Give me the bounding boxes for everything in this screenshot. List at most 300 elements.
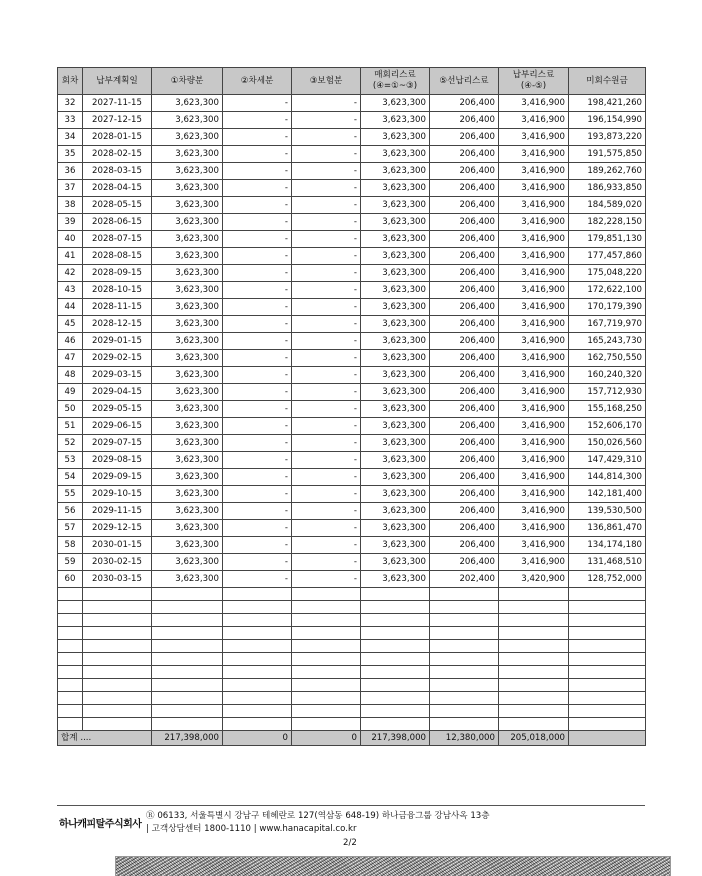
empty-cell (499, 640, 569, 653)
cell-outstanding-principal: 157,712,930 (569, 384, 646, 401)
empty-cell (83, 679, 152, 692)
empty-cell (83, 653, 152, 666)
table-row (58, 537, 646, 554)
table-row (58, 554, 646, 571)
empty-cell (292, 588, 361, 601)
table-row (58, 180, 646, 197)
cell-lease-fee: 3,623,300 (361, 163, 430, 180)
header-insurance-portion: ③보험분 (292, 68, 361, 95)
cell-prepaid-lease-fee: 206,400 (430, 95, 499, 112)
empty-cell (83, 627, 152, 640)
totals-vehicle-tax-portion: 0 (223, 731, 292, 746)
table-row (58, 129, 646, 146)
empty-cell (569, 588, 646, 601)
empty-cell (223, 705, 292, 718)
cell-payable-lease-fee: 3,416,900 (499, 282, 569, 299)
cell-outstanding-principal: 170,179,390 (569, 299, 646, 316)
cell-payable-lease-fee: 3,416,900 (499, 214, 569, 231)
empty-table-row (58, 718, 646, 731)
cell-vehicle-portion: 3,623,300 (152, 282, 223, 299)
empty-cell (361, 627, 430, 640)
empty-cell (430, 705, 499, 718)
cell-vehicle-tax-portion: - (223, 350, 292, 367)
header-outstanding-principal: 미회수원금 (569, 68, 646, 95)
cell-outstanding-principal: 136,861,470 (569, 520, 646, 537)
empty-cell (223, 601, 292, 614)
cell-vehicle-portion: 3,623,300 (152, 248, 223, 265)
cell-vehicle-portion: 3,623,300 (152, 435, 223, 452)
empty-cell (430, 653, 499, 666)
table-row (58, 401, 646, 418)
cell-outstanding-principal: 167,719,970 (569, 316, 646, 333)
empty-cell (292, 666, 361, 679)
cell-payment-date: 2029-01-15 (83, 333, 152, 350)
cell-outstanding-principal: 144,814,300 (569, 469, 646, 486)
cell-outstanding-principal: 196,154,990 (569, 112, 646, 129)
empty-cell (430, 666, 499, 679)
cell-vehicle-portion: 3,623,300 (152, 367, 223, 384)
empty-cell (430, 718, 499, 731)
cell-lease-fee: 3,623,300 (361, 520, 430, 537)
cell-lease-fee: 3,623,300 (361, 367, 430, 384)
cell-vehicle-portion: 3,623,300 (152, 537, 223, 554)
empty-cell (152, 588, 223, 601)
empty-table-row (58, 705, 646, 718)
cell-vehicle-portion: 3,623,300 (152, 112, 223, 129)
empty-table-row (58, 601, 646, 614)
empty-cell (499, 718, 569, 731)
empty-cell (569, 653, 646, 666)
empty-cell (499, 653, 569, 666)
cell-prepaid-lease-fee: 206,400 (430, 333, 499, 350)
cell-lease-fee: 3,623,300 (361, 384, 430, 401)
cell-vehicle-portion: 3,623,300 (152, 316, 223, 333)
empty-cell (292, 601, 361, 614)
cell-lease-fee: 3,623,300 (361, 231, 430, 248)
empty-cell (499, 601, 569, 614)
empty-cell (292, 692, 361, 705)
table-row (58, 316, 646, 333)
header-payment-date: 납부계획일 (83, 68, 152, 95)
table-row (58, 163, 646, 180)
cell-outstanding-principal: 191,575,850 (569, 146, 646, 163)
cell-payment-date: 2028-04-15 (83, 180, 152, 197)
table-row (58, 95, 646, 112)
cell-insurance-portion: - (292, 248, 361, 265)
cell-installment-no: 37 (58, 180, 83, 197)
empty-table-row (58, 614, 646, 627)
cell-payment-date: 2029-07-15 (83, 435, 152, 452)
lease-payment-schedule-table (57, 67, 646, 746)
empty-cell (152, 705, 223, 718)
cell-insurance-portion: - (292, 112, 361, 129)
cell-prepaid-lease-fee: 206,400 (430, 554, 499, 571)
cell-vehicle-tax-portion: - (223, 367, 292, 384)
table-row (58, 486, 646, 503)
cell-insurance-portion: - (292, 265, 361, 282)
cell-installment-no: 39 (58, 214, 83, 231)
empty-table-row (58, 640, 646, 653)
cell-outstanding-principal: 162,750,550 (569, 350, 646, 367)
cell-prepaid-lease-fee: 206,400 (430, 316, 499, 333)
company-logo-text: 하나캐피탈주식회사 (59, 819, 142, 830)
table-row (58, 231, 646, 248)
cell-vehicle-portion: 3,623,300 (152, 129, 223, 146)
cell-prepaid-lease-fee: 206,400 (430, 265, 499, 282)
cell-vehicle-portion: 3,623,300 (152, 197, 223, 214)
cell-installment-no: 60 (58, 571, 83, 588)
cell-payable-lease-fee: 3,416,900 (499, 333, 569, 350)
cell-insurance-portion: - (292, 520, 361, 537)
empty-cell (569, 614, 646, 627)
cell-installment-no: 38 (58, 197, 83, 214)
cell-payment-date: 2028-05-15 (83, 197, 152, 214)
empty-table-row (58, 627, 646, 640)
cell-vehicle-tax-portion: - (223, 282, 292, 299)
cell-prepaid-lease-fee: 206,400 (430, 146, 499, 163)
cell-payment-date: 2028-07-15 (83, 231, 152, 248)
empty-cell (499, 588, 569, 601)
empty-cell (499, 614, 569, 627)
cell-prepaid-lease-fee: 206,400 (430, 163, 499, 180)
empty-cell (430, 679, 499, 692)
cell-payable-lease-fee: 3,416,900 (499, 452, 569, 469)
cell-payment-date: 2028-02-15 (83, 146, 152, 163)
cell-payable-lease-fee: 3,416,900 (499, 384, 569, 401)
cell-installment-no: 46 (58, 333, 83, 350)
empty-cell (83, 588, 152, 601)
cell-insurance-portion: - (292, 316, 361, 333)
empty-cell (292, 705, 361, 718)
cell-vehicle-tax-portion: - (223, 571, 292, 588)
cell-prepaid-lease-fee: 206,400 (430, 299, 499, 316)
cell-outstanding-principal: 172,622,100 (569, 282, 646, 299)
cell-vehicle-portion: 3,623,300 (152, 571, 223, 588)
cell-vehicle-portion: 3,623,300 (152, 418, 223, 435)
cell-vehicle-tax-portion: - (223, 95, 292, 112)
header-lease-fee-line1: 매회리스료 (374, 70, 416, 80)
cell-lease-fee: 3,623,300 (361, 95, 430, 112)
empty-cell (569, 627, 646, 640)
cell-lease-fee: 3,623,300 (361, 350, 430, 367)
cell-insurance-portion: - (292, 163, 361, 180)
table-row (58, 265, 646, 282)
empty-cell (223, 588, 292, 601)
cell-payable-lease-fee: 3,416,900 (499, 418, 569, 435)
cell-vehicle-portion: 3,623,300 (152, 503, 223, 520)
empty-cell (83, 601, 152, 614)
empty-cell (152, 601, 223, 614)
table-row (58, 503, 646, 520)
cell-prepaid-lease-fee: 206,400 (430, 486, 499, 503)
empty-cell (83, 640, 152, 653)
cell-payment-date: 2029-03-15 (83, 367, 152, 384)
cell-payment-date: 2028-12-15 (83, 316, 152, 333)
customer-center-contact: | 고객상담센터 1800-1110 | www.hanacapital.co.kr (146, 824, 357, 834)
empty-table-row (58, 692, 646, 705)
cell-insurance-portion: - (292, 180, 361, 197)
cell-insurance-portion: - (292, 214, 361, 231)
header-payable-lease-fee (499, 68, 569, 95)
cell-payment-date: 2029-09-15 (83, 469, 152, 486)
cell-insurance-portion: - (292, 571, 361, 588)
cell-installment-no: 47 (58, 350, 83, 367)
empty-cell (152, 718, 223, 731)
cell-lease-fee: 3,623,300 (361, 129, 430, 146)
cell-outstanding-principal: 184,589,020 (569, 197, 646, 214)
cell-prepaid-lease-fee: 202,400 (430, 571, 499, 588)
cell-payment-date: 2029-08-15 (83, 452, 152, 469)
cell-insurance-portion: - (292, 129, 361, 146)
cell-insurance-portion: - (292, 537, 361, 554)
cell-payment-date: 2030-01-15 (83, 537, 152, 554)
footer-divider (57, 805, 645, 806)
empty-cell (58, 705, 83, 718)
cell-prepaid-lease-fee: 206,400 (430, 503, 499, 520)
empty-cell (430, 588, 499, 601)
cell-installment-no: 54 (58, 469, 83, 486)
header-payable-line2: (④-⑤) (520, 81, 547, 91)
cell-payment-date: 2028-11-15 (83, 299, 152, 316)
cell-installment-no: 40 (58, 231, 83, 248)
cell-lease-fee: 3,623,300 (361, 333, 430, 350)
table-row (58, 418, 646, 435)
table-row (58, 452, 646, 469)
cell-vehicle-portion: 3,623,300 (152, 180, 223, 197)
cell-installment-no: 41 (58, 248, 83, 265)
cell-vehicle-tax-portion: - (223, 469, 292, 486)
cell-lease-fee: 3,623,300 (361, 214, 430, 231)
cell-payable-lease-fee: 3,416,900 (499, 95, 569, 112)
empty-cell (569, 679, 646, 692)
company-address-block (146, 810, 490, 836)
cell-installment-no: 56 (58, 503, 83, 520)
cell-payable-lease-fee: 3,416,900 (499, 316, 569, 333)
empty-table-row (58, 588, 646, 601)
empty-cell (361, 653, 430, 666)
cell-outstanding-principal: 128,752,000 (569, 571, 646, 588)
cell-prepaid-lease-fee: 206,400 (430, 180, 499, 197)
cell-payable-lease-fee: 3,416,900 (499, 299, 569, 316)
cell-vehicle-tax-portion: - (223, 231, 292, 248)
table-row (58, 520, 646, 537)
cell-payable-lease-fee: 3,416,900 (499, 146, 569, 163)
cell-lease-fee: 3,623,300 (361, 299, 430, 316)
table-row (58, 197, 646, 214)
cell-installment-no: 50 (58, 401, 83, 418)
cell-outstanding-principal: 193,873,220 (569, 129, 646, 146)
cell-insurance-portion: - (292, 299, 361, 316)
cell-payable-lease-fee: 3,416,900 (499, 486, 569, 503)
empty-cell (361, 640, 430, 653)
cell-payable-lease-fee: 3,416,900 (499, 248, 569, 265)
cell-installment-no: 32 (58, 95, 83, 112)
totals-insurance-portion: 0 (292, 731, 361, 746)
cell-insurance-portion: - (292, 384, 361, 401)
cell-vehicle-tax-portion: - (223, 537, 292, 554)
header-prepaid-lease-fee: ⑤선납리스료 (430, 68, 499, 95)
cell-vehicle-portion: 3,623,300 (152, 146, 223, 163)
empty-cell (152, 627, 223, 640)
empty-cell (569, 705, 646, 718)
empty-cell (430, 692, 499, 705)
empty-cell (223, 692, 292, 705)
cell-vehicle-portion: 3,623,300 (152, 299, 223, 316)
empty-cell (361, 666, 430, 679)
cell-vehicle-tax-portion: - (223, 554, 292, 571)
table-row (58, 350, 646, 367)
cell-installment-no: 33 (58, 112, 83, 129)
cell-vehicle-tax-portion: - (223, 435, 292, 452)
cell-lease-fee: 3,623,300 (361, 282, 430, 299)
cell-payable-lease-fee: 3,416,900 (499, 520, 569, 537)
empty-cell (152, 666, 223, 679)
cell-lease-fee: 3,623,300 (361, 503, 430, 520)
cell-outstanding-principal: 165,243,730 (569, 333, 646, 350)
cell-outstanding-principal: 182,228,150 (569, 214, 646, 231)
cell-vehicle-portion: 3,623,300 (152, 163, 223, 180)
cell-vehicle-tax-portion: - (223, 197, 292, 214)
cell-vehicle-portion: 3,623,300 (152, 214, 223, 231)
cell-vehicle-portion: 3,623,300 (152, 95, 223, 112)
cell-vehicle-tax-portion: - (223, 248, 292, 265)
table-row (58, 384, 646, 401)
cell-installment-no: 44 (58, 299, 83, 316)
empty-cell (58, 614, 83, 627)
header-installment-no: 회차 (58, 68, 83, 95)
empty-cell (83, 614, 152, 627)
cell-payment-date: 2030-02-15 (83, 554, 152, 571)
cell-outstanding-principal: 139,530,500 (569, 503, 646, 520)
cell-lease-fee: 3,623,300 (361, 316, 430, 333)
cell-vehicle-portion: 3,623,300 (152, 384, 223, 401)
cell-insurance-portion: - (292, 197, 361, 214)
cell-payment-date: 2028-08-15 (83, 248, 152, 265)
cell-outstanding-principal: 186,933,850 (569, 180, 646, 197)
cell-vehicle-tax-portion: - (223, 316, 292, 333)
empty-cell (152, 653, 223, 666)
table-body (58, 95, 646, 731)
cell-insurance-portion: - (292, 401, 361, 418)
empty-cell (569, 640, 646, 653)
table-row (58, 146, 646, 163)
cell-payment-date: 2029-06-15 (83, 418, 152, 435)
cell-lease-fee: 3,623,300 (361, 469, 430, 486)
empty-cell (223, 653, 292, 666)
empty-cell (361, 692, 430, 705)
cell-lease-fee: 3,623,300 (361, 146, 430, 163)
table-row (58, 299, 646, 316)
cell-prepaid-lease-fee: 206,400 (430, 367, 499, 384)
cell-installment-no: 42 (58, 265, 83, 282)
cell-insurance-portion: - (292, 367, 361, 384)
empty-cell (58, 601, 83, 614)
company-address: Ⓡ 06133, 서울특별시 강남구 테헤란로 127(역삼동 648-19) 하나금융그룹 강남사옥 13층 (146, 811, 490, 821)
cell-payment-date: 2029-04-15 (83, 384, 152, 401)
cell-prepaid-lease-fee: 206,400 (430, 248, 499, 265)
empty-cell (58, 666, 83, 679)
cell-vehicle-portion: 3,623,300 (152, 350, 223, 367)
cell-payable-lease-fee: 3,416,900 (499, 503, 569, 520)
empty-cell (292, 718, 361, 731)
cell-payment-date: 2029-02-15 (83, 350, 152, 367)
empty-cell (430, 601, 499, 614)
cell-payable-lease-fee: 3,416,900 (499, 163, 569, 180)
cell-vehicle-portion: 3,623,300 (152, 452, 223, 469)
cell-payable-lease-fee: 3,416,900 (499, 112, 569, 129)
cell-lease-fee: 3,623,300 (361, 554, 430, 571)
cell-lease-fee: 3,623,300 (361, 401, 430, 418)
empty-cell (83, 692, 152, 705)
cell-insurance-portion: - (292, 503, 361, 520)
cell-payable-lease-fee: 3,416,900 (499, 435, 569, 452)
cell-outstanding-principal: 131,468,510 (569, 554, 646, 571)
empty-cell (430, 614, 499, 627)
cell-lease-fee: 3,623,300 (361, 452, 430, 469)
table-row (58, 435, 646, 452)
cell-vehicle-portion: 3,623,300 (152, 265, 223, 282)
cell-payable-lease-fee: 3,416,900 (499, 554, 569, 571)
empty-cell (499, 705, 569, 718)
cell-installment-no: 48 (58, 367, 83, 384)
cell-lease-fee: 3,623,300 (361, 537, 430, 554)
cell-payment-date: 2028-09-15 (83, 265, 152, 282)
cell-vehicle-portion: 3,623,300 (152, 554, 223, 571)
cell-payable-lease-fee: 3,420,900 (499, 571, 569, 588)
cell-outstanding-principal: 177,457,860 (569, 248, 646, 265)
cell-insurance-portion: - (292, 469, 361, 486)
cell-outstanding-principal: 155,168,250 (569, 401, 646, 418)
cell-installment-no: 57 (58, 520, 83, 537)
header-vehicle-portion: ①차량분 (152, 68, 223, 95)
cell-payment-date: 2027-11-15 (83, 95, 152, 112)
empty-cell (58, 627, 83, 640)
cell-prepaid-lease-fee: 206,400 (430, 418, 499, 435)
header-vehicle-tax-portion: ②차세분 (223, 68, 292, 95)
table-row (58, 571, 646, 588)
cell-vehicle-tax-portion: - (223, 214, 292, 231)
cell-lease-fee: 3,623,300 (361, 112, 430, 129)
empty-cell (223, 627, 292, 640)
table-row (58, 214, 646, 231)
cell-vehicle-tax-portion: - (223, 401, 292, 418)
cell-installment-no: 53 (58, 452, 83, 469)
cell-vehicle-tax-portion: - (223, 452, 292, 469)
cell-insurance-portion: - (292, 333, 361, 350)
empty-cell (223, 640, 292, 653)
cell-installment-no: 43 (58, 282, 83, 299)
cell-payment-date: 2029-11-15 (83, 503, 152, 520)
empty-cell (430, 640, 499, 653)
cell-prepaid-lease-fee: 206,400 (430, 112, 499, 129)
cell-installment-no: 45 (58, 316, 83, 333)
cell-vehicle-tax-portion: - (223, 163, 292, 180)
cell-outstanding-principal: 134,174,180 (569, 537, 646, 554)
cell-payable-lease-fee: 3,416,900 (499, 367, 569, 384)
empty-cell (361, 705, 430, 718)
header-lease-fee (361, 68, 430, 95)
table-row (58, 469, 646, 486)
empty-cell (292, 627, 361, 640)
cell-payment-date: 2028-10-15 (83, 282, 152, 299)
empty-table-row (58, 653, 646, 666)
empty-cell (499, 666, 569, 679)
cell-payable-lease-fee: 3,416,900 (499, 231, 569, 248)
empty-cell (361, 601, 430, 614)
cell-payable-lease-fee: 3,416,900 (499, 350, 569, 367)
cell-installment-no: 51 (58, 418, 83, 435)
cell-payment-date: 2028-06-15 (83, 214, 152, 231)
